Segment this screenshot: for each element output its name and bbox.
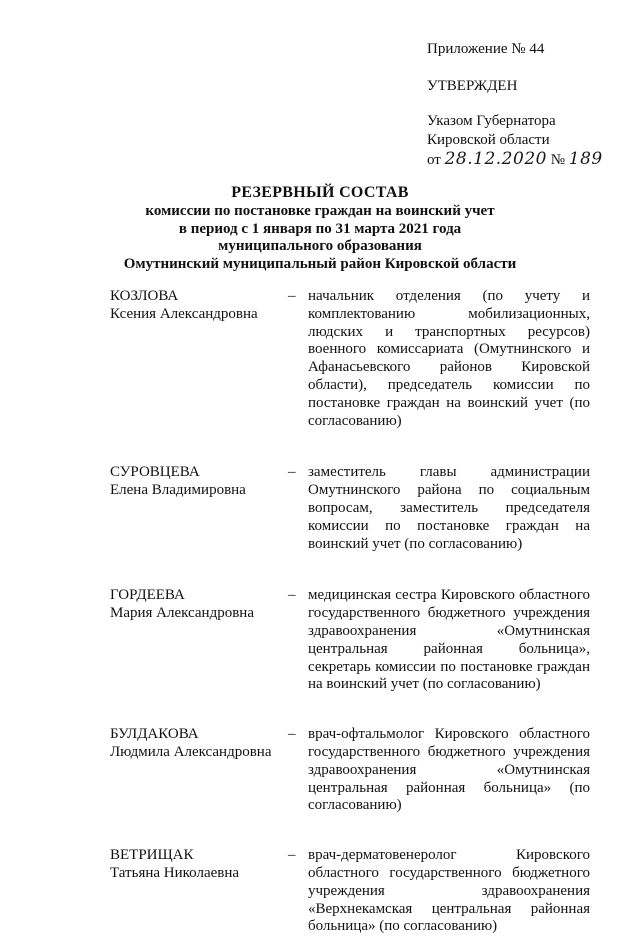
dash-separator: –	[288, 847, 296, 864]
title-line-1: РЕЗЕРВНЫЙ СОСТАВ	[231, 184, 409, 201]
title-line-2: комиссии по постановке граждан на воинский учет	[145, 203, 495, 219]
member-surname: СУРОВЦЕВА	[110, 464, 200, 481]
member-row	[110, 288, 590, 430]
title-line-5: Омутнинский муниципальный район Кировской области	[123, 255, 517, 272]
dash-separator: –	[288, 587, 296, 604]
document-title	[0, 182, 640, 273]
decree-date-number	[427, 150, 603, 170]
member-given-name: Людмила Александровна	[110, 743, 272, 760]
member-person	[110, 464, 288, 553]
handwritten-date: 28.12.2020	[444, 149, 547, 169]
member-row	[110, 587, 590, 694]
member-role: врач-дерматовенеролог Кировского областного государственного бюджетного учреждения здравоохранения «Верхнекамская центральная районная больница» (по согласованию)	[308, 847, 590, 935]
member-surname: КОЗЛОВА	[110, 288, 179, 304]
dash-separator: –	[288, 464, 296, 481]
member-person	[110, 847, 288, 936]
dash-separator: –	[288, 288, 296, 304]
member-given-name: Ксения Александровна	[110, 305, 258, 322]
decree-line-2: Кировской области	[427, 132, 550, 148]
from-label: от	[427, 152, 441, 168]
member-person	[110, 587, 288, 694]
title-line-4: муниципального образования	[218, 238, 422, 254]
approved-label: УТВЕРЖДЕН	[427, 78, 518, 94]
title-line-3: в период с 1 января по 31 марта 2021 года	[178, 220, 462, 237]
decree-line-1: Указом Губернатора	[427, 113, 556, 129]
dash-separator: –	[288, 726, 296, 743]
member-row	[110, 464, 590, 553]
member-row	[110, 726, 590, 815]
appendix-label: Приложение № 44	[427, 41, 545, 57]
member-person	[110, 288, 288, 430]
members-list	[110, 288, 590, 936]
member-role: врач-офтальмолог Кировского областного государственного бюджетного учреждения здравоохранения «Омутнинская центральная районная больница» (по согласованию)	[308, 726, 590, 814]
member-given-name: Мария Александровна	[110, 605, 254, 622]
member-given-name: Татьяна Николаевна	[110, 864, 240, 881]
member-role: медицинская сестра Кировского областного государственного бюджетного учреждения здравоохранения «Омутнинская центральная районная больница», секретарь комиссии по постановке граждан на воинский учет (по согласованию)	[308, 587, 590, 693]
number-label: №	[550, 152, 566, 168]
member-role: заместитель главы администрации Омутнинского района по социальным вопросам, заместитель председателя комиссии по постановке граждан на воинский учет (по согласованию)	[308, 464, 590, 552]
member-given-name: Елена Владимировна	[110, 482, 246, 499]
member-row	[110, 847, 590, 936]
approval-block	[427, 40, 603, 170]
member-person	[110, 726, 288, 815]
member-surname: ВЕТРИЩАК	[110, 847, 194, 864]
member-role: начальник отделения (по учету и комплектованию мобилизационных, людских и транспортных ресурсов) военного комиссариата (Омутнинского и Афанасьевского районов Кировской области), председатель комиссии по постановке граждан на воинский учет (по согласованию)	[308, 288, 590, 429]
member-surname: ГОРДЕЕВА	[110, 587, 185, 604]
member-surname: БУЛДАКОВА	[110, 726, 199, 743]
handwritten-number: 189	[568, 149, 603, 169]
